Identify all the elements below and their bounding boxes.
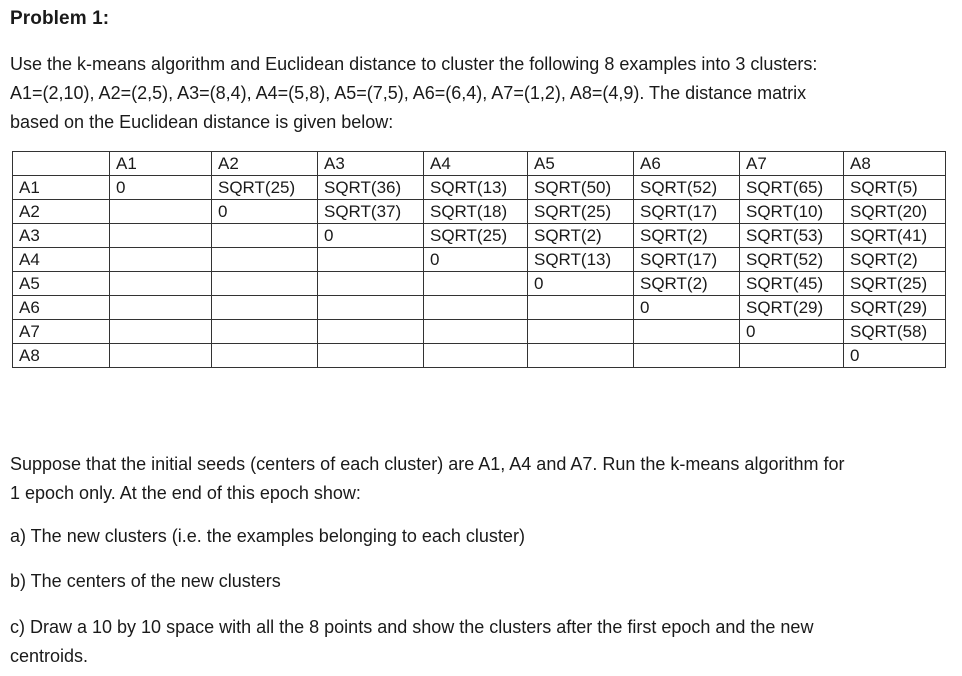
task-line-2: 1 epoch only. At the end of this epoch show:: [10, 483, 361, 503]
table-cell: 0: [740, 320, 844, 344]
table-cell: [318, 320, 424, 344]
table-cell: SQRT(17): [634, 248, 740, 272]
table-cell: SQRT(2): [634, 272, 740, 296]
table-header-row: [13, 152, 946, 176]
table-cell: SQRT(52): [634, 176, 740, 200]
table-cell: SQRT(58): [844, 320, 946, 344]
table-cell: [110, 248, 212, 272]
table-cell: 0: [212, 200, 318, 224]
intro-line-1: Use the k-means algorithm and Euclidean distance to cluster the following 8 examples into 3 clusters:: [10, 54, 818, 74]
table-cell: [528, 344, 634, 368]
row-header: A1: [13, 176, 110, 200]
table-row: [13, 272, 946, 296]
table-cell: [634, 344, 740, 368]
question-c-line-2: centroids.: [10, 646, 89, 666]
question-b: b) The centers of the new clusters: [10, 571, 281, 591]
table-cell: [318, 248, 424, 272]
column-header: A7: [740, 152, 844, 176]
table-cell: 0: [634, 296, 740, 320]
table-cell: [212, 224, 318, 248]
table-cell: [110, 296, 212, 320]
table-cell: [212, 296, 318, 320]
table-cell: SQRT(36): [318, 176, 424, 200]
table-row: [13, 224, 946, 248]
table-cell: [528, 296, 634, 320]
table-cell: SQRT(25): [844, 272, 946, 296]
question-c-line-1: c) Draw a 10 by 10 space with all the 8 points and show the clusters after the first epoch and the new: [10, 617, 814, 637]
table-row: [13, 320, 946, 344]
table-cell: SQRT(2): [844, 248, 946, 272]
table-cell: SQRT(25): [212, 176, 318, 200]
table-cell: 0: [424, 248, 528, 272]
table-cell: SQRT(25): [424, 224, 528, 248]
row-header: A4: [13, 248, 110, 272]
table-cell: 0: [110, 176, 212, 200]
row-header: A5: [13, 272, 110, 296]
table-cell: [424, 296, 528, 320]
table-cell: [110, 320, 212, 344]
table-cell: SQRT(5): [844, 176, 946, 200]
table-cell: SQRT(45): [740, 272, 844, 296]
table-cell: [318, 344, 424, 368]
column-header: A6: [634, 152, 740, 176]
column-header: A3: [318, 152, 424, 176]
task-line-1: Suppose that the initial seeds (centers of each cluster) are A1, A4 and A7. Run the k-means algorithm for: [10, 454, 845, 474]
table-row: [13, 176, 946, 200]
table-cell: SQRT(18): [424, 200, 528, 224]
row-header: A7: [13, 320, 110, 344]
table-row: [13, 296, 946, 320]
table-cell: SQRT(2): [634, 224, 740, 248]
table-cell: SQRT(13): [528, 248, 634, 272]
row-header: A8: [13, 344, 110, 368]
distance-matrix-table: [12, 151, 946, 368]
table-row: [13, 200, 946, 224]
table-cell: SQRT(37): [318, 200, 424, 224]
table-cell: [528, 320, 634, 344]
intro-paragraph: [10, 50, 950, 137]
row-header: A3: [13, 224, 110, 248]
table-cell: SQRT(53): [740, 224, 844, 248]
table-cell: SQRT(29): [740, 296, 844, 320]
table-cell: SQRT(41): [844, 224, 946, 248]
question-a: a) The new clusters (i.e. the examples belonging to each cluster): [10, 526, 525, 546]
table-cell: SQRT(50): [528, 176, 634, 200]
table-cell: SQRT(25): [528, 200, 634, 224]
table-cell: [212, 320, 318, 344]
problem-title: Problem 1:: [10, 8, 110, 29]
table-cell: [424, 320, 528, 344]
table-row: [13, 344, 946, 368]
table-cell: [110, 344, 212, 368]
table-cell: SQRT(17): [634, 200, 740, 224]
column-header: A8: [844, 152, 946, 176]
table-cell: [212, 272, 318, 296]
table-cell: [212, 344, 318, 368]
column-header: A1: [110, 152, 212, 176]
table-cell: [318, 296, 424, 320]
row-header: A2: [13, 200, 110, 224]
table-cell: 0: [528, 272, 634, 296]
table-cell: SQRT(10): [740, 200, 844, 224]
table-cell: SQRT(52): [740, 248, 844, 272]
table-cell: SQRT(65): [740, 176, 844, 200]
table-cell: [634, 320, 740, 344]
table-cell: SQRT(20): [844, 200, 946, 224]
table-row: [13, 248, 946, 272]
row-header: A6: [13, 296, 110, 320]
table-cell: SQRT(2): [528, 224, 634, 248]
column-header: [13, 152, 110, 176]
table-cell: 0: [318, 224, 424, 248]
table-cell: [424, 344, 528, 368]
table-cell: [424, 272, 528, 296]
column-header: A4: [424, 152, 528, 176]
intro-line-3: based on the Euclidean distance is given below:: [10, 112, 394, 132]
table-cell: [740, 344, 844, 368]
intro-line-2: A1=(2,10), A2=(2,5), A3=(8,4), A4=(5,8), A5=(7,5), A6=(6,4), A7=(1,2), A8=(4,9). The distance matrix: [10, 83, 807, 103]
table-cell: SQRT(29): [844, 296, 946, 320]
table-cell: [110, 200, 212, 224]
table-cell: SQRT(13): [424, 176, 528, 200]
table-cell: [110, 272, 212, 296]
table-cell: [110, 224, 212, 248]
column-header: A5: [528, 152, 634, 176]
table-cell: 0: [844, 344, 946, 368]
table-cell: [212, 248, 318, 272]
table-cell: [318, 272, 424, 296]
column-header: A2: [212, 152, 318, 176]
